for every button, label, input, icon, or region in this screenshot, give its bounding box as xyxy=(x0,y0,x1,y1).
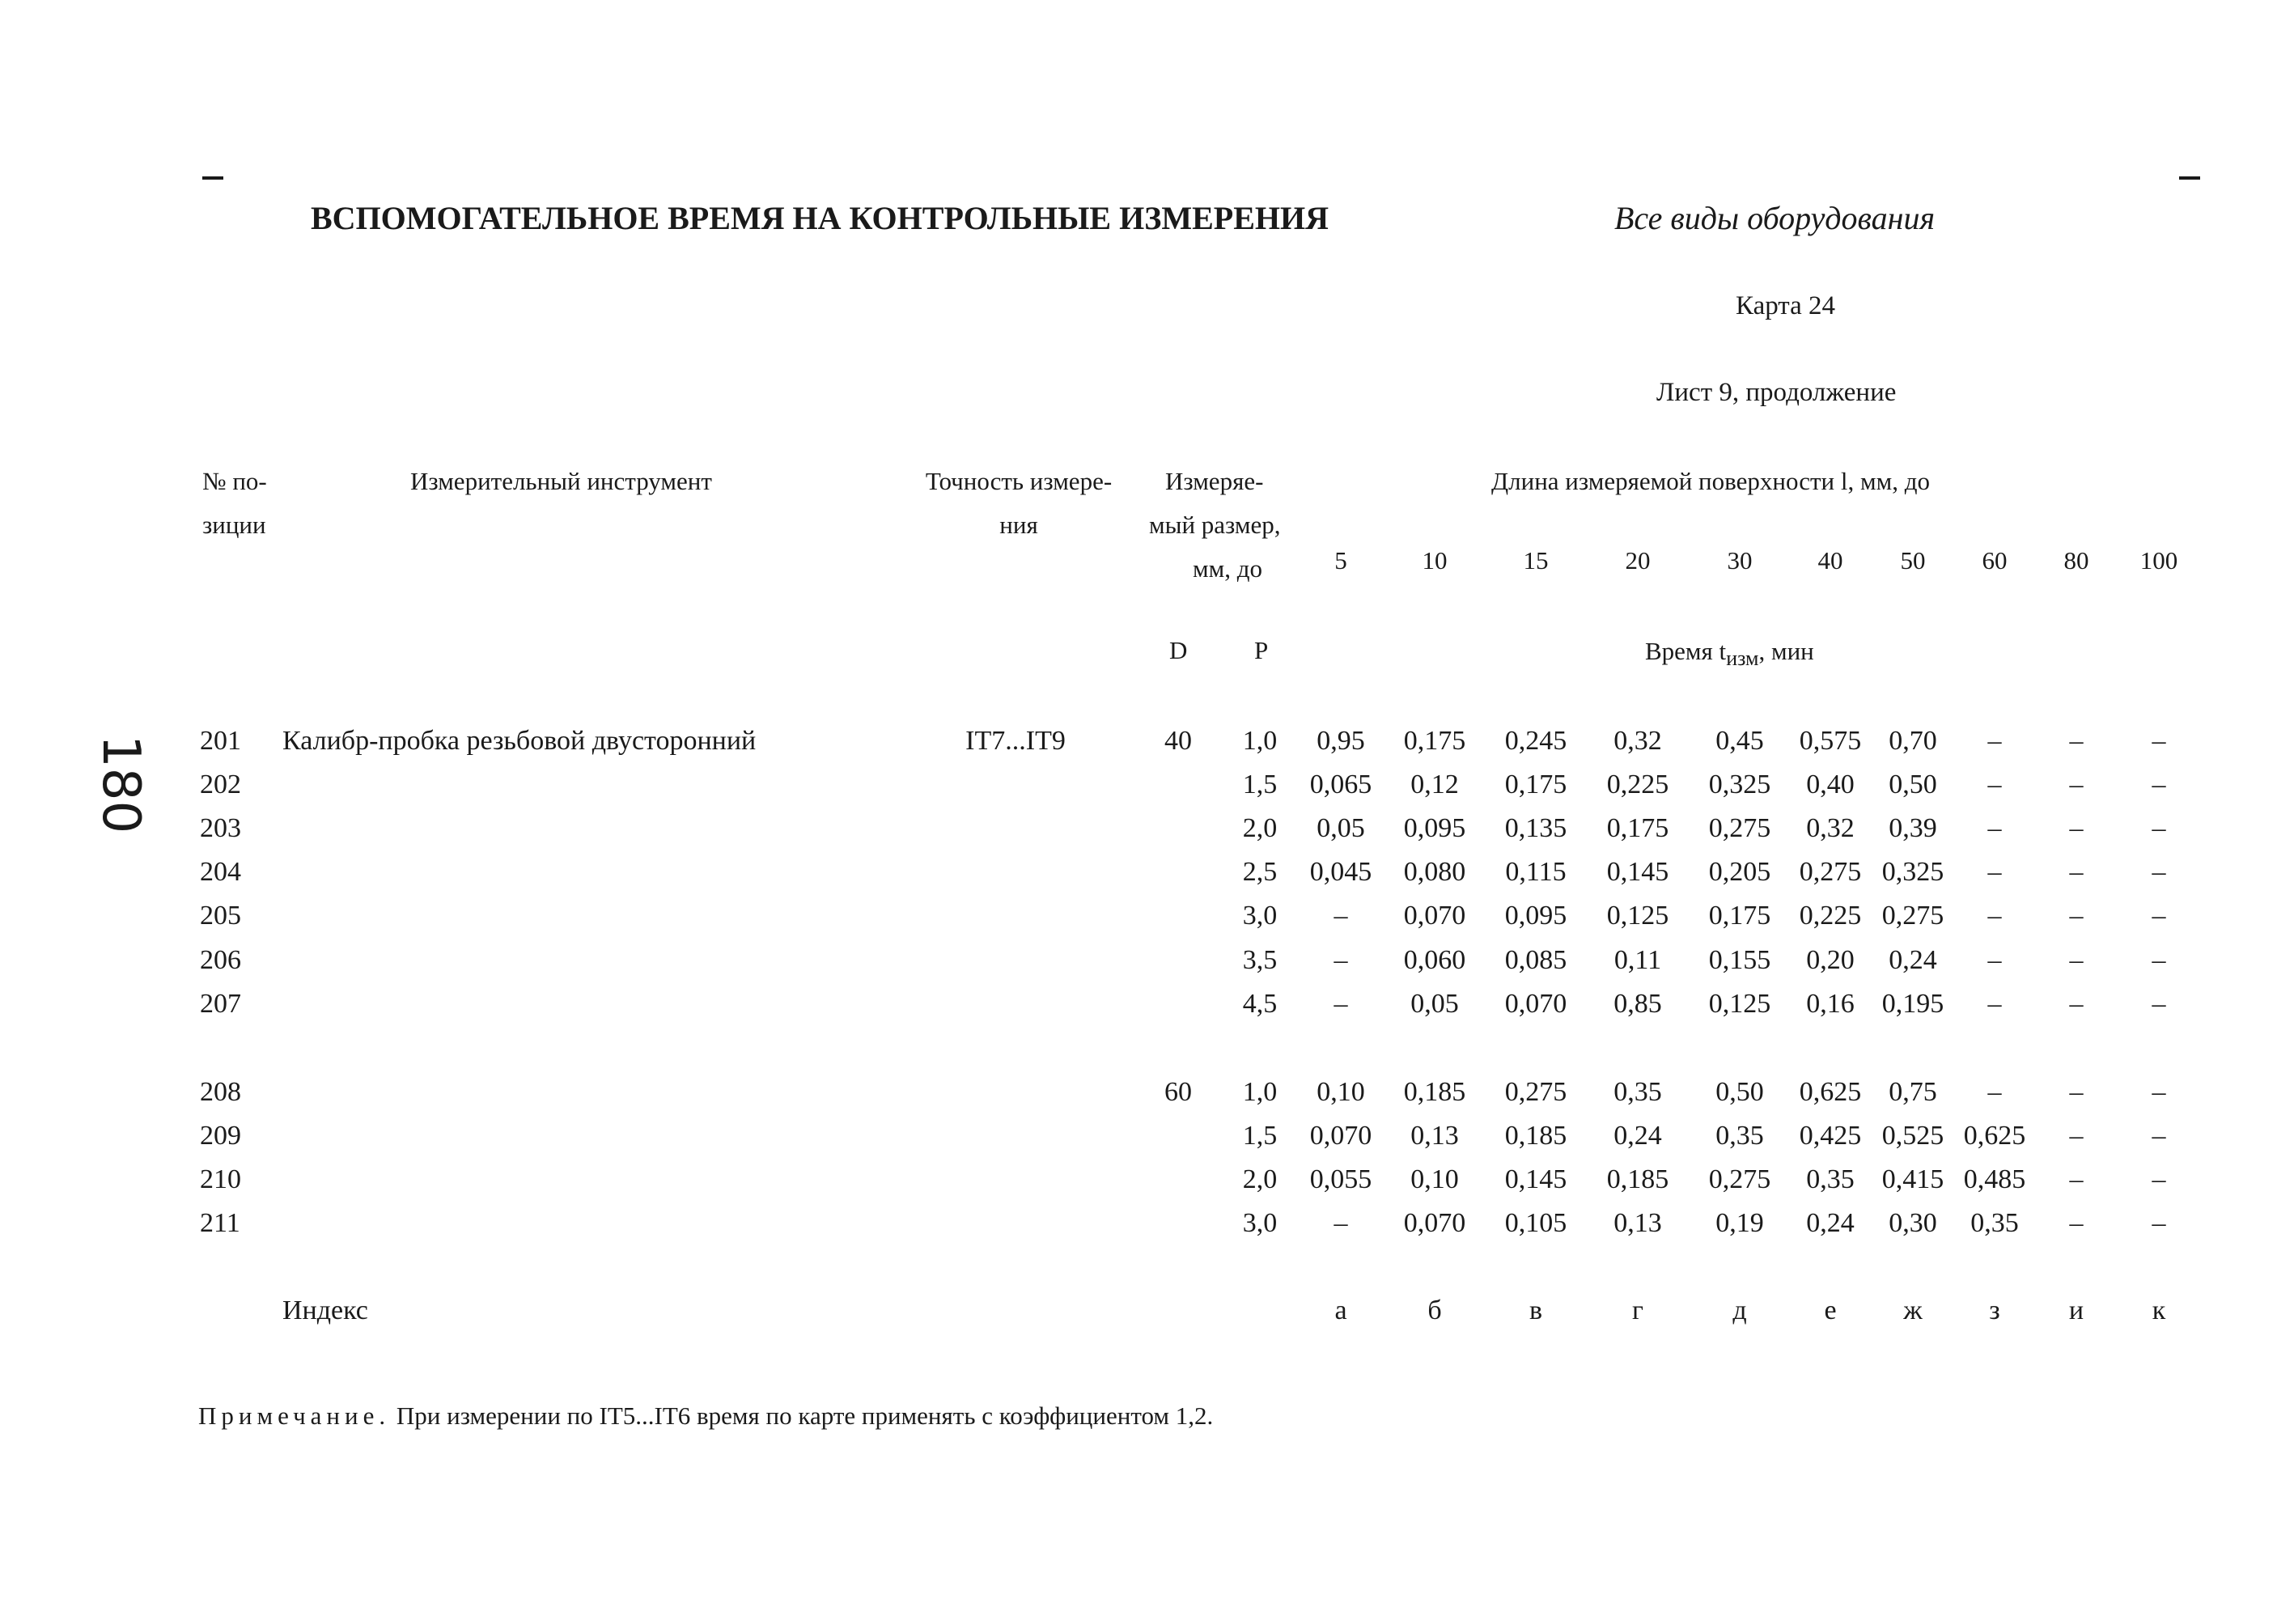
row-time-value: – xyxy=(1987,770,2002,799)
row-time-value: 0,085 xyxy=(1504,945,1567,975)
row-time-value: 0,325 xyxy=(1708,770,1771,799)
row-time-value: 0,12 xyxy=(1410,770,1459,799)
row-time-value: 0,055 xyxy=(1309,1164,1372,1194)
corner-mark-left xyxy=(202,176,223,180)
row-time-value: – xyxy=(2152,857,2166,887)
row-position: 203 xyxy=(200,813,241,843)
row-time-value: 0,080 xyxy=(1403,857,1466,887)
row-pitch: 1,0 xyxy=(1242,1077,1278,1107)
row-time-value: 0,195 xyxy=(1881,989,1944,1019)
row-time-value: 0,175 xyxy=(1708,901,1771,931)
row-time-value: 0,20 xyxy=(1806,945,1855,975)
length-header-cell: 10 xyxy=(1422,546,1448,575)
col-length-title xyxy=(1491,460,1930,503)
length-header-cell: 100 xyxy=(2139,546,2178,575)
row-time-value: – xyxy=(1987,813,2002,843)
col-d-label: D xyxy=(1169,636,1188,664)
index-label: Индекс xyxy=(282,1295,368,1325)
row-time-value: – xyxy=(2152,945,2166,975)
row-pitch: 1,5 xyxy=(1242,770,1278,799)
row-pitch: 3,0 xyxy=(1242,901,1278,931)
row-time-value: 0,275 xyxy=(1504,1077,1567,1107)
row-time-value: – xyxy=(2069,945,2084,975)
row-time-value: 0,05 xyxy=(1410,989,1459,1019)
row-time-value: 0,35 xyxy=(1970,1208,2019,1238)
row-position: 205 xyxy=(200,901,241,931)
row-time-value: 0,175 xyxy=(1504,770,1567,799)
corner-mark-right xyxy=(2179,176,2200,180)
equipment-subtitle: Все виды оборудования xyxy=(1614,200,1936,236)
row-pitch: 2,5 xyxy=(1242,857,1278,887)
sheet-number: Лист 9, продолжение xyxy=(1656,378,1897,407)
row-position: 211 xyxy=(200,1208,240,1238)
row-time-value: – xyxy=(1987,945,2002,975)
col-size-line1: Измеряе- xyxy=(1165,467,1264,495)
row-time-value: – xyxy=(2152,989,2166,1019)
time-label-sub: изм xyxy=(1726,647,1759,671)
col-size-header xyxy=(1149,460,1281,591)
row-time-value: 0,065 xyxy=(1309,770,1372,799)
col-accuracy-header xyxy=(905,460,1133,547)
row-accuracy: IT7...IT9 xyxy=(965,726,1066,756)
index-letter: з xyxy=(1989,1295,2000,1325)
row-time-value: 0,35 xyxy=(1613,1077,1662,1107)
row-time-value: – xyxy=(2069,901,2084,931)
length-header-cell: 15 xyxy=(1523,546,1549,575)
row-time-value: 0,50 xyxy=(1889,770,1937,799)
row-position: 206 xyxy=(200,945,241,975)
col-position-header xyxy=(202,460,267,547)
row-time-value: 0,13 xyxy=(1410,1121,1459,1151)
row-time-value: – xyxy=(2069,989,2084,1019)
row-time-value: 0,575 xyxy=(1799,726,1862,756)
row-time-value: – xyxy=(1334,1208,1348,1238)
row-pitch: 2,0 xyxy=(1242,813,1278,843)
row-time-value: – xyxy=(2069,857,2084,887)
index-letter: г xyxy=(1632,1295,1643,1325)
row-time-value: 0,175 xyxy=(1606,813,1669,843)
row-position: 207 xyxy=(200,989,241,1019)
row-position: 201 xyxy=(200,726,241,756)
row-time-value: 0,625 xyxy=(1963,1121,2026,1151)
row-time-value: 0,485 xyxy=(1963,1164,2026,1194)
row-time-value: 0,105 xyxy=(1504,1208,1567,1238)
row-time-value: 0,125 xyxy=(1708,989,1771,1019)
card-number: Карта 24 xyxy=(1736,291,1836,320)
footnote-label: Примечание. xyxy=(198,1401,391,1430)
time-label-text: Время t xyxy=(1645,637,1727,665)
col-position-line2: зиции xyxy=(202,511,266,539)
row-time-value: 0,24 xyxy=(1613,1121,1662,1151)
length-header-cell: 5 xyxy=(1334,546,1347,575)
row-time-value: 0,85 xyxy=(1613,989,1662,1019)
row-time-value: 0,275 xyxy=(1881,901,1944,931)
footnote-text: При измерении по IT5...IT6 время по карте применять с коэффициентом 1,2. xyxy=(390,1401,1214,1430)
row-time-value: 0,095 xyxy=(1504,901,1567,931)
row-time-value: 0,10 xyxy=(1410,1164,1459,1194)
row-time-value: – xyxy=(1987,989,2002,1019)
row-time-value: – xyxy=(1987,726,2002,756)
row-time-value: 0,11 xyxy=(1613,945,1662,975)
col-accuracy-line1: Точность измере- xyxy=(925,467,1113,495)
row-time-value: – xyxy=(2152,1077,2166,1107)
row-time-value: 0,070 xyxy=(1403,1208,1466,1238)
row-time-value: 0,325 xyxy=(1881,857,1944,887)
length-header-cell: 20 xyxy=(1625,546,1651,575)
index-letter: и xyxy=(2068,1295,2084,1325)
index-letter: а xyxy=(1334,1295,1347,1325)
row-time-value: 0,145 xyxy=(1504,1164,1567,1194)
row-time-value: – xyxy=(2152,1121,2166,1151)
length-header-cell: 40 xyxy=(1817,546,1843,575)
row-pitch: 1,5 xyxy=(1242,1121,1278,1151)
col-time-label xyxy=(1645,630,1814,681)
row-diameter: 60 xyxy=(1164,1077,1192,1107)
row-time-value: 0,75 xyxy=(1889,1077,1937,1107)
index-letter: к xyxy=(2152,1295,2166,1325)
row-diameter: 40 xyxy=(1164,726,1192,756)
col-size-line3: мм, до xyxy=(1193,554,1263,583)
col-position-line1: № по- xyxy=(202,467,267,495)
col-p-label: P xyxy=(1254,636,1269,664)
row-time-value: – xyxy=(2069,770,2084,799)
row-time-value: 0,045 xyxy=(1309,857,1372,887)
row-time-value: 0,16 xyxy=(1806,989,1855,1019)
row-time-value: 0,225 xyxy=(1606,770,1669,799)
row-pitch: 1,0 xyxy=(1242,726,1278,756)
row-time-value: 0,45 xyxy=(1715,726,1764,756)
row-time-value: – xyxy=(1334,989,1348,1019)
row-time-value: 0,225 xyxy=(1799,901,1862,931)
index-letter: ж xyxy=(1903,1295,1923,1325)
row-time-value: – xyxy=(2069,726,2084,756)
row-time-value: 0,13 xyxy=(1613,1208,1662,1238)
length-header-cell: 30 xyxy=(1727,546,1753,575)
col-instrument-header: Измерительный инструмент xyxy=(410,467,712,495)
index-letter: е xyxy=(1824,1295,1837,1325)
row-time-value: 0,275 xyxy=(1708,1164,1771,1194)
row-time-value: 0,135 xyxy=(1504,813,1567,843)
row-time-value: 0,415 xyxy=(1881,1164,1944,1194)
page-number xyxy=(89,728,151,834)
row-time-value: – xyxy=(2152,1164,2166,1194)
row-pitch: 3,5 xyxy=(1242,945,1278,975)
row-time-value: 0,060 xyxy=(1403,945,1466,975)
row-pitch: 2,0 xyxy=(1242,1164,1278,1194)
row-time-value: – xyxy=(2152,770,2166,799)
row-time-value: 0,145 xyxy=(1606,857,1669,887)
row-time-value: – xyxy=(2069,813,2084,843)
row-time-value: – xyxy=(1987,1077,2002,1107)
row-position: 209 xyxy=(200,1121,241,1151)
row-time-value: 0,425 xyxy=(1799,1121,1862,1151)
row-time-value: 0,175 xyxy=(1403,726,1466,756)
col-accuracy-line2: ния xyxy=(999,511,1038,539)
row-pitch: 4,5 xyxy=(1242,989,1278,1019)
index-letter: в xyxy=(1529,1295,1543,1325)
row-time-value: 0,30 xyxy=(1889,1208,1937,1238)
footnote xyxy=(198,1401,1213,1431)
row-time-value: 0,525 xyxy=(1881,1121,1944,1151)
length-header-cell: 80 xyxy=(2063,546,2089,575)
row-time-value: 0,095 xyxy=(1403,813,1466,843)
row-time-value: 0,32 xyxy=(1613,726,1662,756)
row-time-value: 0,070 xyxy=(1403,901,1466,931)
row-time-value: 0,185 xyxy=(1504,1121,1567,1151)
row-time-value: 0,125 xyxy=(1606,901,1669,931)
col-size-line2: мый размер, xyxy=(1149,511,1281,539)
page-title: ВСПОМОГАТЕЛЬНОЕ ВРЕМЯ НА КОНТРОЛЬНЫЕ ИЗМЕРЕНИЯ xyxy=(311,200,1329,236)
row-position: 202 xyxy=(200,770,241,799)
row-time-value: 0,32 xyxy=(1806,813,1855,843)
row-time-value: 0,39 xyxy=(1889,813,1937,843)
row-time-value: 0,24 xyxy=(1889,945,1937,975)
row-time-value: – xyxy=(1987,901,2002,931)
time-label-unit: , мин xyxy=(1758,637,1814,665)
row-time-value: 0,155 xyxy=(1708,945,1771,975)
row-pitch: 3,0 xyxy=(1242,1208,1278,1238)
row-time-value: 0,35 xyxy=(1806,1164,1855,1194)
row-position: 208 xyxy=(200,1077,241,1107)
row-time-value: 0,070 xyxy=(1504,989,1567,1019)
row-time-value: 0,275 xyxy=(1799,857,1862,887)
row-time-value: 0,50 xyxy=(1715,1077,1764,1107)
row-time-value: 0,70 xyxy=(1889,726,1937,756)
row-time-value: – xyxy=(2152,726,2166,756)
row-time-value: – xyxy=(1334,901,1348,931)
row-time-value: – xyxy=(2069,1208,2084,1238)
row-time-value: – xyxy=(2069,1164,2084,1194)
row-time-value: – xyxy=(1987,857,2002,887)
row-time-value: – xyxy=(2152,901,2166,931)
row-time-value: 0,40 xyxy=(1806,770,1855,799)
row-time-value: 0,05 xyxy=(1317,813,1365,843)
row-time-value: – xyxy=(2069,1077,2084,1107)
index-letter: д xyxy=(1732,1295,1747,1325)
row-time-value: – xyxy=(2152,813,2166,843)
row-instrument: Калибр-пробка резьбовой двусторонний xyxy=(282,726,757,756)
row-time-value: – xyxy=(2069,1121,2084,1151)
row-time-value: 0,070 xyxy=(1309,1121,1372,1151)
length-header-cell: 50 xyxy=(1900,546,1926,575)
row-time-value: 0,24 xyxy=(1806,1208,1855,1238)
row-time-value: – xyxy=(1334,945,1348,975)
row-time-value: – xyxy=(2152,1208,2166,1238)
row-time-value: 0,185 xyxy=(1403,1077,1466,1107)
index-letter: б xyxy=(1427,1295,1442,1325)
page-number-text: 180 xyxy=(91,735,151,834)
row-time-value: 0,245 xyxy=(1504,726,1567,756)
row-time-value: 0,35 xyxy=(1715,1121,1764,1151)
length-header-cell: 60 xyxy=(1982,546,2008,575)
row-time-value: 0,115 xyxy=(1505,857,1567,887)
col-length-title-text: Длина измеряемой поверхности l, мм, до xyxy=(1491,467,1930,495)
row-time-value: 0,185 xyxy=(1606,1164,1669,1194)
row-time-value: 0,19 xyxy=(1715,1208,1764,1238)
row-time-value: 0,625 xyxy=(1799,1077,1862,1107)
row-position: 204 xyxy=(200,857,241,887)
row-time-value: 0,95 xyxy=(1317,726,1365,756)
row-time-value: 0,275 xyxy=(1708,813,1771,843)
row-position: 210 xyxy=(200,1164,241,1194)
row-time-value: 0,10 xyxy=(1317,1077,1365,1107)
row-time-value: 0,205 xyxy=(1708,857,1771,887)
